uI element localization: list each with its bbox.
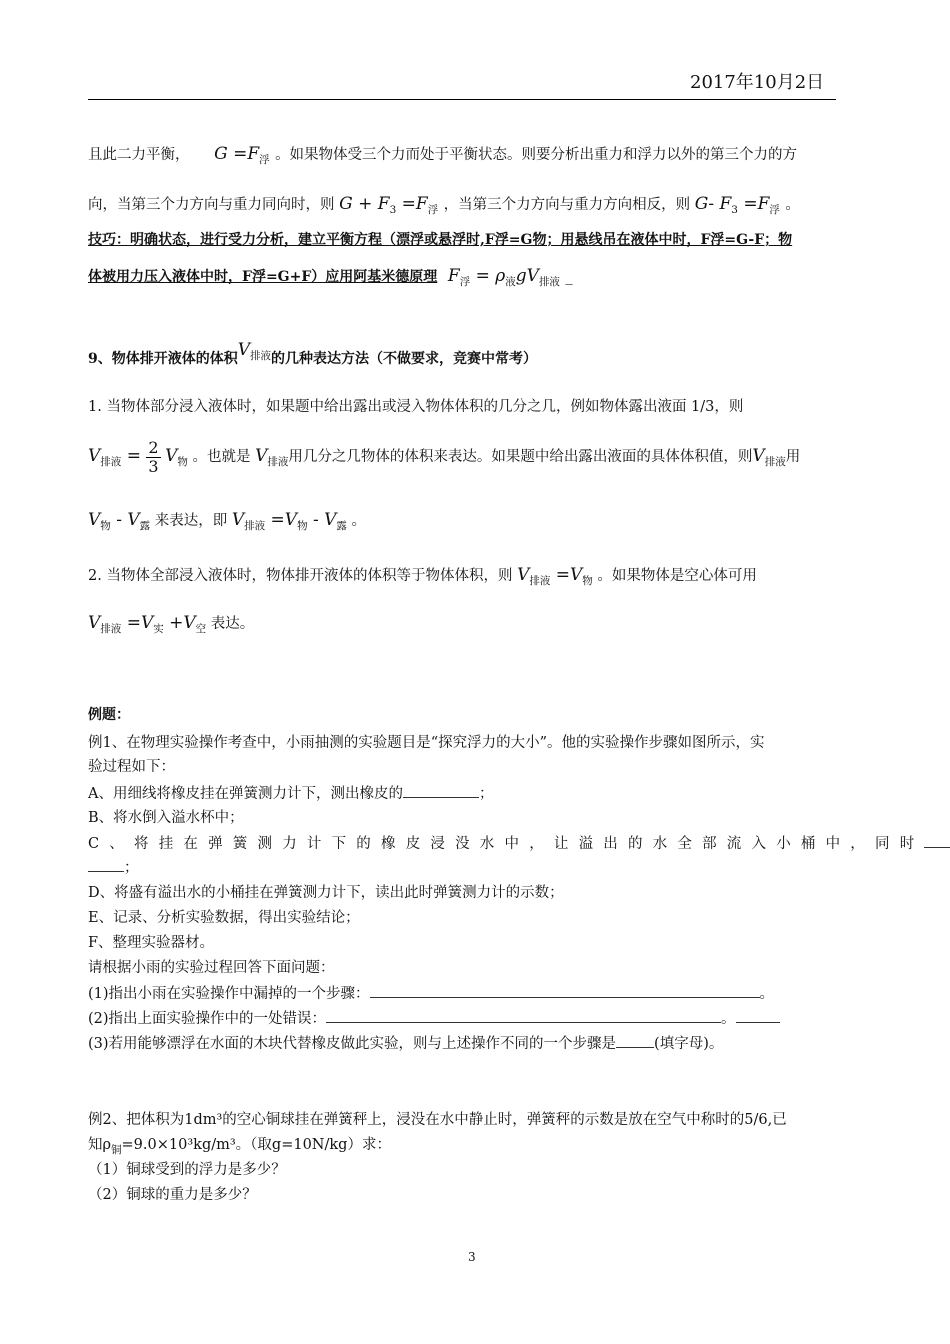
text: 。: [785, 197, 800, 213]
ex2-line1: 例2、把体积为1dm³的空心铜球挂在弹簧秤上，浸没在水中静止时，弹簧秤的示数是放在空气中称时的5/6,已: [88, 1112, 787, 1128]
formula-archimedes: $F_浮 = \rho_液gV_{排液}$: [447, 266, 560, 288]
header-rule: [88, 99, 836, 100]
balance-line-1: [88, 144, 797, 170]
text: 且此二力平衡，: [88, 147, 190, 163]
balance-line-2: [88, 194, 800, 220]
ex1-step-b: B、将水倒入溢水杯中；: [88, 810, 244, 826]
tip-line-2: 体被用力压入液体中时，F浮=G+F）应用阿基米德原理 $F_浮 = \rho_液gV_{排液}$ _: [88, 266, 573, 288]
answer-blank[interactable]: [403, 783, 479, 798]
page-number: 3: [468, 1250, 476, 1264]
section9-p1-line3: $V_物 - V_露$ 来表达，即 $V_{排液} =V_物 - V_露$ 。: [88, 510, 367, 532]
text: 向，当第三个力方向与重力同向时，则: [88, 197, 335, 213]
section9-title: 9、物体排开液体的体积$V_{排液}$的几种表达方法（不做要求，竞赛中常考）: [88, 340, 538, 367]
formula-g-plus-f3: $G + F_3 =F_浮$: [339, 194, 439, 216]
formula-g-minus-f3: G- $F_3 =F_浮$: [694, 194, 780, 216]
section9-p1: 1. 当物体部分浸入液体时，如果题中给出露出或浸入物体体积的几分之几，例如物体露出液面 1/3，则: [88, 399, 744, 415]
ex1-step-c: C、将挂在弹簧测力计下的橡皮浸没水中，让溢出的水全部流入小桶中，同时: [88, 833, 950, 854]
section9-p2: 2. 当物体全部浸入液体时，物体排开液体的体积等于物体体积，则 $V_{排液} =V_物$ 。如果物体是空心体可用: [88, 565, 757, 587]
ex1-question-intro: 请根据小雨的实验过程回答下面问题：: [88, 960, 335, 976]
ex2-question-1: （1）铜球受到的浮力是多少？: [88, 1162, 286, 1178]
ex1-step-a: A、用细线将橡皮挂在弹簧测力计下，测出橡皮的 ；: [88, 783, 493, 804]
answer-blank[interactable]: [88, 857, 124, 872]
text: 。如果物体受三个力而处于平衡状态。则要分析出重力和浮力以外的第三个力的方: [275, 147, 798, 163]
text: ，当第三个力方向与重力方向相反，则: [443, 197, 691, 213]
ex1-step-e: E、记录、分析实验数据，得出实验结论；: [88, 910, 360, 926]
section9-p2-line2: $V_{排液} =V_实 +V_空$ 表达。: [88, 613, 255, 635]
examples-heading: 例题：: [88, 707, 130, 723]
fraction-two-thirds: $\frac{2}{3}$: [148, 437, 159, 476]
ex1-line2: 验过程如下：: [88, 759, 175, 775]
formula-g-eq-f: $G =F_浮$: [214, 144, 270, 166]
ex1-question-1: (1)指出小雨在实验操作中漏掉的一个步骤： 。: [88, 983, 774, 1004]
ex2-line2: 知$\rho_铜=9.0\times 10^3kg/m^3$。（取g=10N/kg）求：: [88, 1137, 391, 1156]
header-date: 2017年10月2日: [690, 72, 825, 93]
ex1-step-c-cont: ；: [88, 857, 139, 878]
section9-p1-line2: $V_{排液}$ = $\frac{2}{3}$ $V_物$ 。也就是 $V_{排液}$用几分之几物体的体积来表达。如果题中给出露出液面的具体体积值，则$V_{排液}$用: [88, 437, 801, 476]
answer-blank[interactable]: [326, 1008, 721, 1023]
answer-blank[interactable]: [616, 1033, 654, 1048]
ex1-step-f: F、整理实验器材。: [88, 935, 215, 951]
answer-blank[interactable]: [924, 833, 950, 848]
ex1-line1: 例1、在物理实验操作考查中，小雨抽测的实验题目是“探究浮力的大小”。他的实验操作步骤如图所示，实: [88, 735, 765, 751]
ex2-question-2: （2）铜球的重力是多少？: [88, 1187, 257, 1203]
ex1-question-2: (2)指出上面实验操作中的一处错误： 。: [88, 1008, 780, 1029]
ex1-step-d: D、将盛有溢出水的小桶挂在弹簧测力计下，读出此时弹簧测力计的示数；: [88, 885, 564, 901]
formula-v-frac: $V_{排液}$ =: [88, 446, 141, 468]
tip-line-1: 技巧：明确状态，进行受力分析，建立平衡方程（漂浮或悬浮时,F浮=G物；用悬线吊在液体中时，F浮=G-F；物: [88, 232, 793, 248]
answer-blank[interactable]: [370, 983, 760, 998]
ex1-question-3: (3)若用能够漂浮在水面的木块代替橡皮做此实验，则与上述操作不同的一个步骤是 (填字母)。: [88, 1033, 723, 1054]
